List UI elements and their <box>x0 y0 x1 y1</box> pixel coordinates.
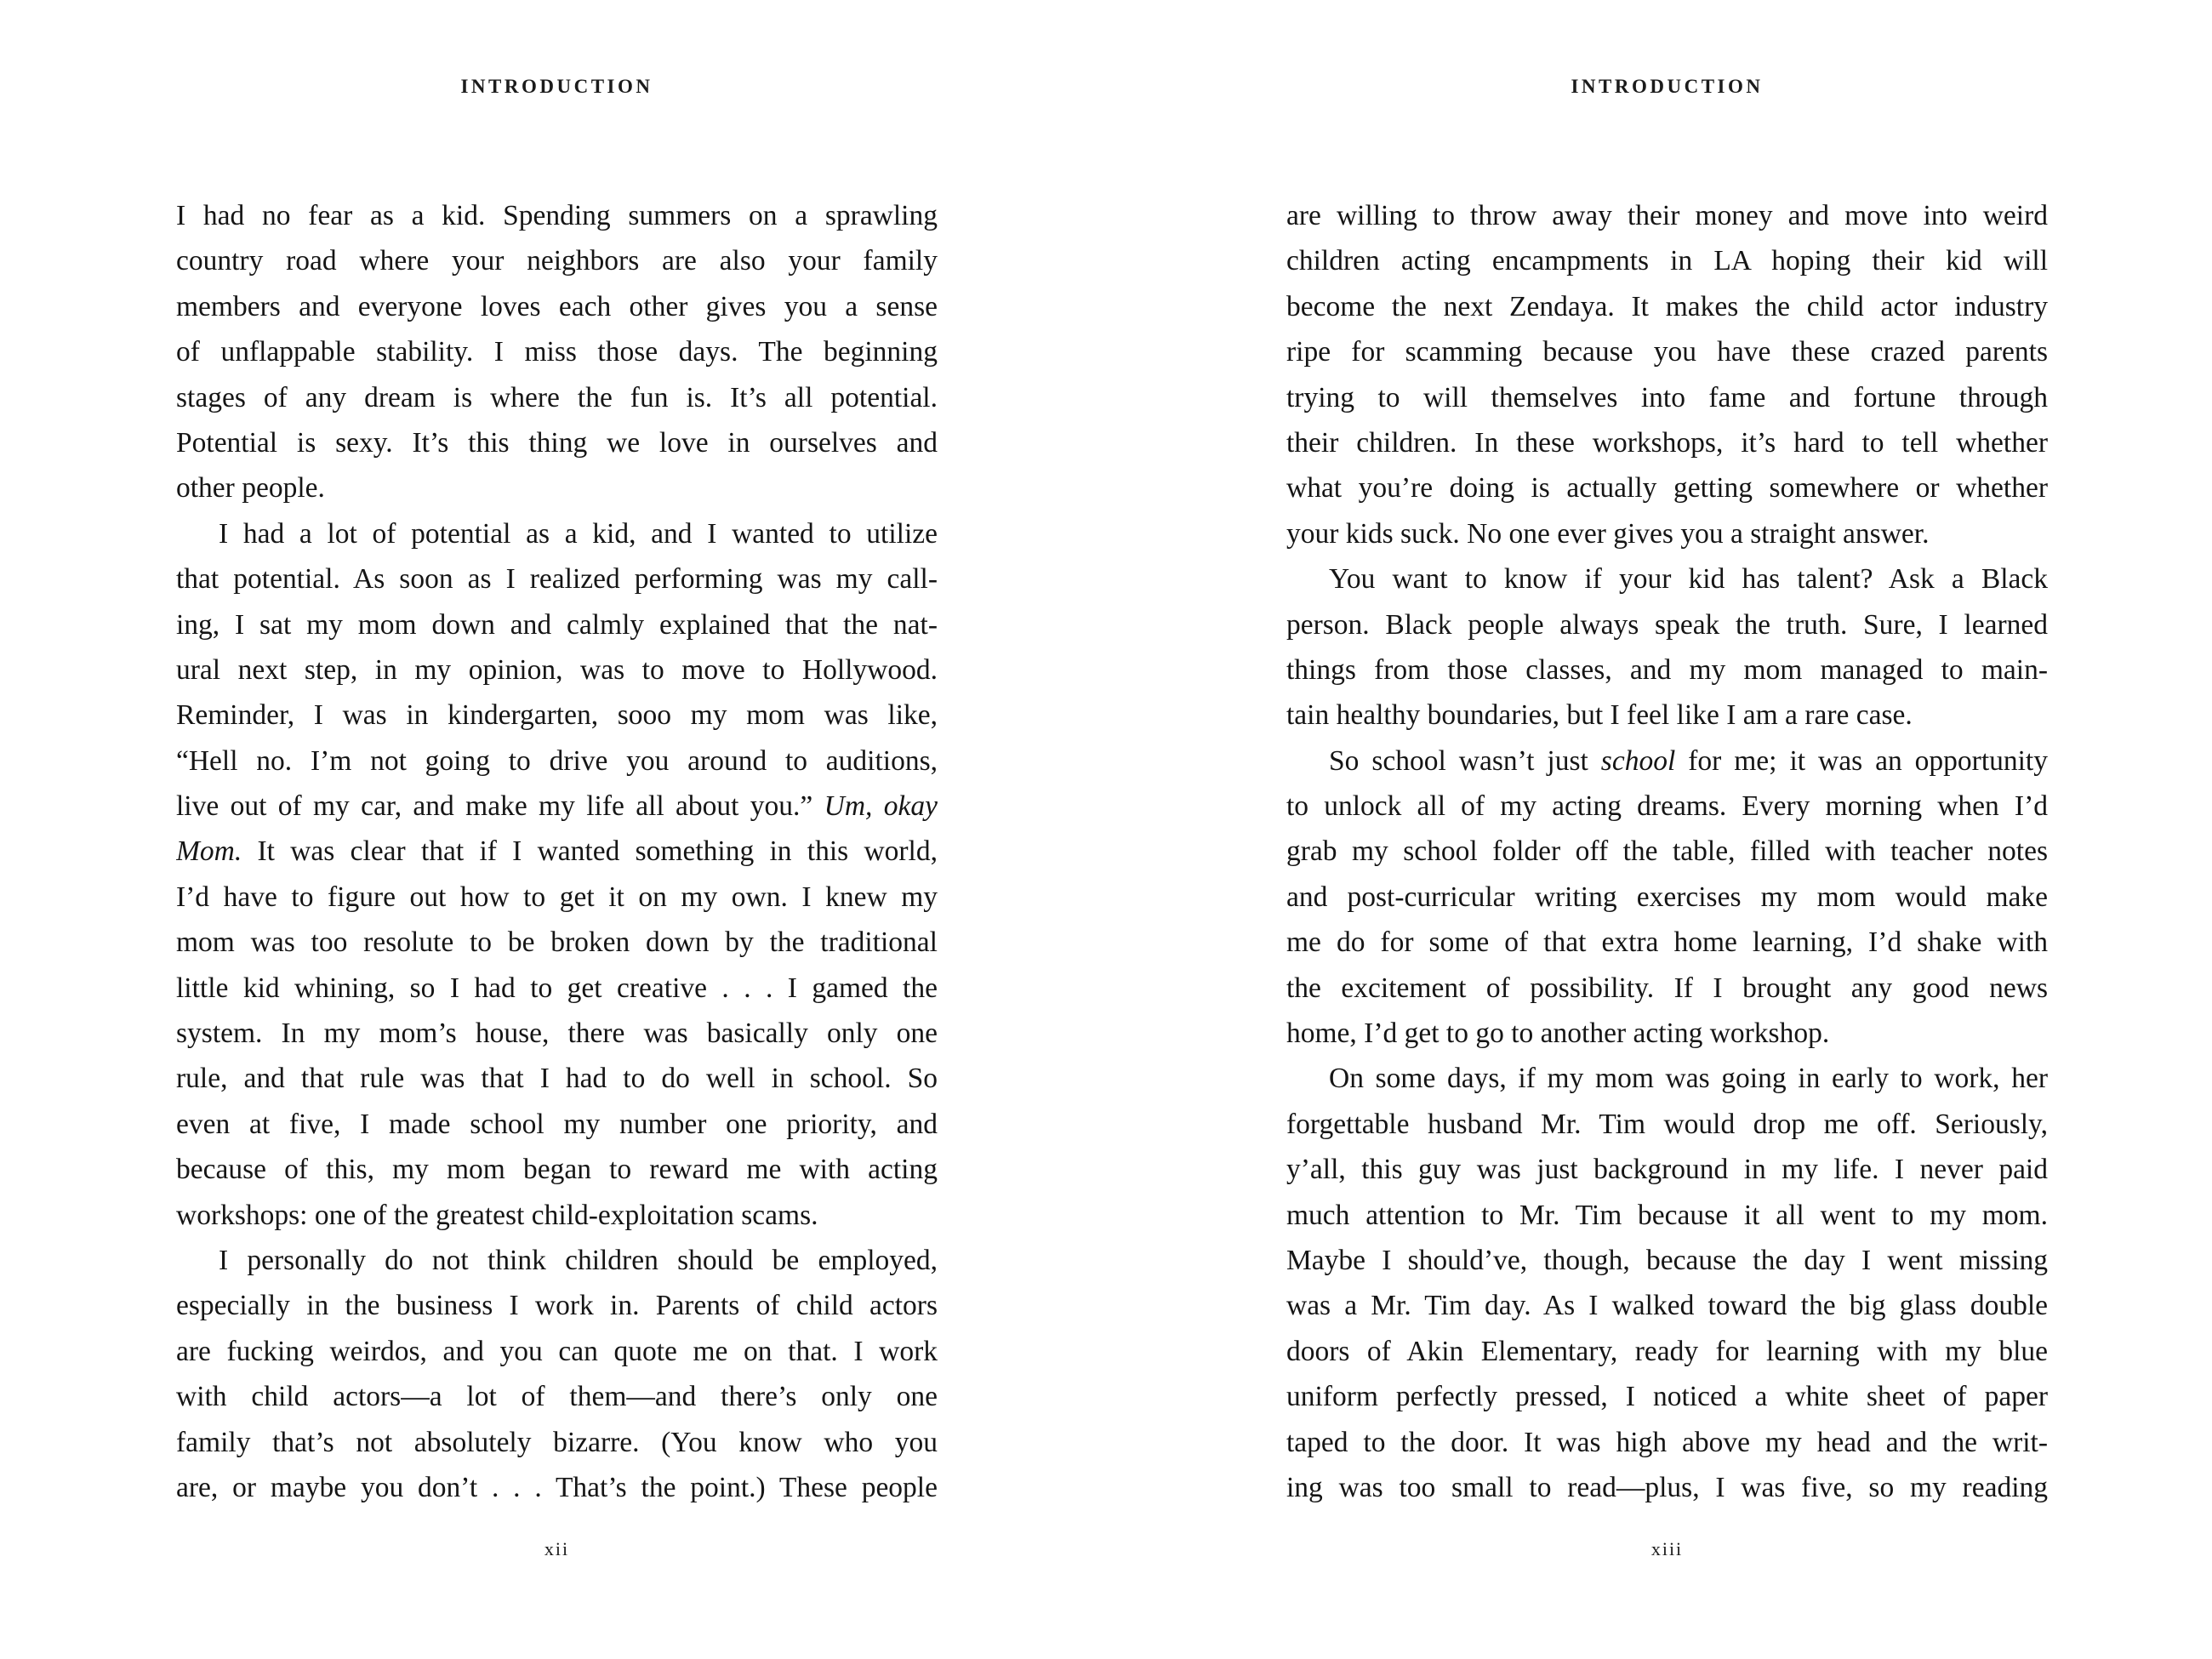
text-run: Potential is sexy. It’s this thing we love in ourselves and <box>176 426 938 459</box>
text-line <box>176 1102 938 1147</box>
text-line <box>1286 784 2048 829</box>
text-line <box>1286 1329 2048 1374</box>
text-line <box>1286 738 2048 784</box>
text-line <box>1286 238 2048 283</box>
text-line <box>176 556 938 601</box>
paragraph <box>1286 1056 2048 1510</box>
text-line <box>176 193 938 238</box>
text-run: and post-curricular writing exercises my mom would make <box>1286 881 2048 913</box>
text-run: much attention to Mr. Tim because it all went to my mom. <box>1286 1199 2048 1231</box>
text-run: what you’re doing is actually getting somewhere or whether <box>1286 472 2048 505</box>
text-line <box>176 1011 938 1056</box>
text-run: of unflappable stability. I miss those days. The beginning <box>176 336 938 368</box>
text-line <box>1286 875 2048 920</box>
text-line <box>176 1374 938 1419</box>
text-line <box>1286 1465 2048 1510</box>
running-head: INTRODUCTION <box>460 76 653 97</box>
text-run: grab my school folder off the table, filled with teacher notes <box>1286 835 2048 868</box>
text-line <box>176 1283 938 1328</box>
text-line <box>176 693 938 738</box>
text-line <box>176 1147 938 1192</box>
text-line <box>176 511 938 556</box>
text-run: even at five, I made school my number one priority, and <box>176 1108 938 1140</box>
text-run: things from those classes, and my mom managed to main- <box>1286 653 2048 686</box>
text-line <box>176 1329 938 1374</box>
running-head: INTRODUCTION <box>1571 76 1764 97</box>
text-line <box>1286 284 2048 329</box>
text-run: me do for some of that extra home learning, I’d shake with <box>1286 926 2048 959</box>
text-line <box>176 738 938 784</box>
text-line <box>176 329 938 374</box>
page-right <box>1286 0 2048 1659</box>
text-run: It was clear that if I wanted something in this world, <box>242 835 938 868</box>
text-line <box>176 875 938 920</box>
text-run: their children. In these workshops, it’s hard to tell whether <box>1286 426 2048 459</box>
text-line <box>1286 556 2048 601</box>
text-run: person. Black people always speak the truth. Sure, I learned <box>1286 608 2048 641</box>
text-run: that potential. As soon as I realized performing was my call- <box>176 563 938 596</box>
text-run: Reminder, I was in kindergarten, sooo my mom was like, <box>176 699 938 732</box>
text-run: I’d have to figure out how to get it on my own. I knew my <box>176 881 938 913</box>
text-line <box>176 1420 938 1465</box>
text-line <box>176 647 938 693</box>
text-run: y’all, this guy was just background in my life. I never paid <box>1286 1154 2048 1186</box>
text-line <box>1286 375 2048 420</box>
text-run: ing, I sat my mom down and calmly explained that the nat- <box>176 608 938 641</box>
text-line <box>1286 1238 2048 1283</box>
text-run: stages of any dream is where the fun is. It’s all potential. <box>176 381 938 413</box>
paragraph <box>1286 193 2048 556</box>
text-run: family that’s not absolutely bizarre. (You know who you <box>176 1426 938 1458</box>
text-line <box>1286 193 2048 238</box>
text-run: workshops: one of the greatest child-exploitation scams. <box>176 1199 818 1231</box>
paragraph <box>176 511 938 1238</box>
text-run: rule, and that rule was that I had to do well in school. So <box>176 1063 938 1095</box>
text-line <box>1286 693 2048 738</box>
text-line <box>1286 420 2048 465</box>
page-number: xiii <box>1650 1538 1684 1559</box>
text-run: was a Mr. Tim day. As I walked toward the big glass double <box>1286 1290 2048 1322</box>
text-run: your kids suck. No one ever gives you a straight answer. <box>1286 517 1930 550</box>
text-run: ripe for scamming because you have these crazed parents <box>1286 336 2048 368</box>
text-line <box>176 465 938 510</box>
italic-text-run: Mom. <box>176 835 242 868</box>
text-line <box>176 920 938 965</box>
text-line <box>1286 329 2048 374</box>
text-run: I had no fear as a kid. Spending summers on a sprawling <box>176 200 938 231</box>
text-line <box>1286 1102 2048 1147</box>
text-line <box>176 1238 938 1283</box>
text-line <box>1286 1374 2048 1419</box>
page-left <box>176 0 938 1659</box>
text-run: ural next step, in my opinion, was to move to Hollywood. <box>176 653 938 686</box>
text-run: doors of Akin Elementary, ready for learning with my blue <box>1286 1335 2048 1367</box>
text-run: live out of my car, and make my life all about you.” <box>176 790 824 823</box>
text-run: country road where your neighbors are also your family <box>176 245 938 277</box>
text-line <box>176 420 938 465</box>
text-run: the excitement of possibility. If I brought any good news <box>1286 972 2048 1004</box>
text-line <box>176 1056 938 1101</box>
text-run: You want to know if your kid has talent? Ask a Black <box>1329 563 2048 596</box>
text-run: forgettable husband Mr. Tim would drop me off. Seriously, <box>1286 1108 2048 1140</box>
italic-text-run: school <box>1600 744 1676 777</box>
text-run: trying to will themselves into fame and fortune through <box>1286 381 2048 413</box>
paragraph <box>1286 738 2048 1057</box>
page-body <box>176 193 938 1510</box>
text-run: are, or maybe you don’t . . . That’s the point.) These people <box>176 1471 938 1503</box>
text-run: to unlock all of my acting dreams. Every morning when I’d <box>1286 790 2048 823</box>
text-run: Maybe I should’ve, though, because the day I went missing <box>1286 1244 2048 1276</box>
text-line <box>176 375 938 420</box>
text-line <box>176 966 938 1011</box>
text-line <box>1286 602 2048 647</box>
text-run: for me; it was an opportunity <box>1675 744 2048 777</box>
page-body <box>1286 193 2048 1510</box>
text-line <box>176 284 938 329</box>
text-run: other people. <box>176 472 325 505</box>
text-line <box>176 784 938 829</box>
text-run: taped to the door. It was high above my head and the writ- <box>1286 1426 2048 1458</box>
text-line <box>1286 1147 2048 1192</box>
text-line <box>1286 465 2048 510</box>
text-run: uniform perfectly pressed, I noticed a white sheet of paper <box>1286 1381 2048 1413</box>
text-line <box>1286 1056 2048 1101</box>
text-line <box>1286 647 2048 693</box>
page-number: xii <box>544 1538 570 1559</box>
text-line <box>1286 1193 2048 1238</box>
text-run: little kid whining, so I had to get creative . . . I gamed the <box>176 972 938 1004</box>
text-run: system. In my mom’s house, there was basically only one <box>176 1018 938 1050</box>
text-line <box>1286 1420 2048 1465</box>
text-run: with child actors—a lot of them—and there’s only one <box>176 1381 938 1413</box>
text-run: become the next Zendaya. It makes the child actor industry <box>1286 290 2048 322</box>
text-run: mom was too resolute to be broken down by the traditional <box>176 926 938 959</box>
text-line <box>1286 829 2048 874</box>
text-run: home, I’d get to go to another acting workshop. <box>1286 1018 1830 1050</box>
text-line <box>176 829 938 874</box>
text-line <box>1286 511 2048 556</box>
text-run: members and everyone loves each other gives you a sense <box>176 290 938 322</box>
text-line <box>176 238 938 283</box>
text-run: I personally do not think children should be employed, <box>219 1244 938 1276</box>
text-line <box>176 1193 938 1238</box>
paragraph <box>176 193 938 511</box>
paragraph <box>1286 556 2048 738</box>
text-line <box>1286 966 2048 1011</box>
text-run: are willing to throw away their money and move into weird <box>1286 200 2048 231</box>
text-run: children acting encampments in LA hoping their kid will <box>1286 245 2048 277</box>
text-run: So school wasn’t just <box>1329 744 1601 777</box>
text-line <box>1286 1011 2048 1056</box>
text-line <box>176 1465 938 1510</box>
text-line <box>1286 920 2048 965</box>
text-run: tain healthy boundaries, but I feel like I am a rare case. <box>1286 699 1913 732</box>
text-run: because of this, my mom began to reward me with acting <box>176 1154 938 1186</box>
text-run: ing was too small to read—plus, I was five, so my reading <box>1286 1471 2048 1503</box>
text-run: I had a lot of potential as a kid, and I wanted to utilize <box>219 517 938 550</box>
text-run: On some days, if my mom was going in early to work, her <box>1329 1063 2048 1095</box>
text-run: especially in the business I work in. Parents of child actors <box>176 1290 938 1322</box>
paragraph <box>176 1238 938 1510</box>
italic-text-run: Um, okay <box>824 790 938 823</box>
text-run: “Hell no. I’m not going to drive you around to auditions, <box>176 744 938 777</box>
text-run: are fucking weirdos, and you can quote me on that. I work <box>176 1335 938 1367</box>
text-line <box>1286 1283 2048 1328</box>
text-line <box>176 602 938 647</box>
